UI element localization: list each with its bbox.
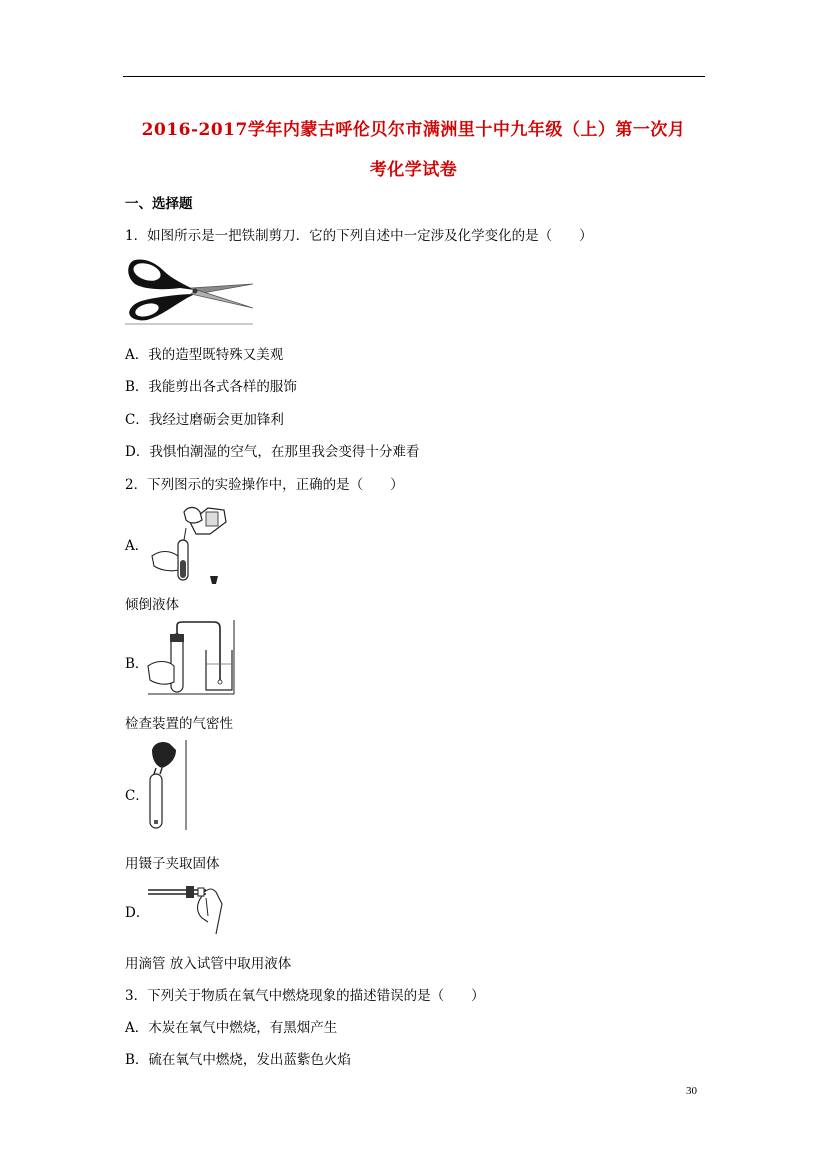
q2-option-a-letter: A． bbox=[125, 538, 149, 554]
paper-title-line2: 考化学试卷 bbox=[369, 160, 458, 180]
airtightness-check-icon bbox=[146, 620, 236, 696]
q1-option-a: A．我的造型既特殊又美观 bbox=[125, 347, 284, 363]
question-2-stem: 2．下列图示的实验操作中，正确的是（ ） bbox=[125, 477, 404, 493]
tweezers-solid-icon bbox=[146, 740, 190, 832]
paper-title-line1: 2016-2017学年内蒙古呼伦贝尔市满洲里十中九年级（上）第一次月 bbox=[141, 120, 686, 140]
section-heading: 一、选择题 bbox=[125, 196, 193, 212]
q2-option-c-letter: C． bbox=[125, 788, 149, 804]
q2-option-b-caption: 检查装置的气密性 bbox=[125, 716, 233, 732]
q2-option-a-caption: 倾倒液体 bbox=[125, 597, 179, 613]
q2-option-d-letter: D． bbox=[125, 905, 150, 921]
q2-option-b-letter: B． bbox=[125, 656, 149, 672]
dropper-icon bbox=[146, 878, 228, 938]
q1-option-d: D．我惧怕潮湿的空气，在那里我会变得十分难看 bbox=[125, 444, 420, 460]
question-3-stem: 3．下列关于物质在氧气中燃烧现象的描述错误的是（ ） bbox=[125, 988, 485, 1004]
q2-option-d-caption: 用滴管 放入试管中取用液体 bbox=[125, 956, 292, 972]
header-rule bbox=[123, 76, 705, 77]
q3-option-b: B．硫在氧气中燃烧，发出蓝紫色火焰 bbox=[125, 1052, 351, 1068]
q1-option-c: C．我经过磨砺会更加锋利 bbox=[125, 412, 284, 428]
q3-option-a: A．木炭在氧气中燃烧，有黑烟产生 bbox=[125, 1020, 338, 1036]
page-number: 30 bbox=[686, 1085, 697, 1097]
pouring-liquid-icon bbox=[146, 500, 228, 586]
q1-option-b: B．我能剪出各式各样的服饰 bbox=[125, 379, 297, 395]
question-1-stem: 1．如图所示是一把铁制剪刀．它的下列自述中一定涉及化学变化的是（ ） bbox=[125, 228, 593, 244]
scissors-icon bbox=[125, 250, 255, 326]
q2-option-c-caption: 用镊子夹取固体 bbox=[125, 856, 220, 872]
